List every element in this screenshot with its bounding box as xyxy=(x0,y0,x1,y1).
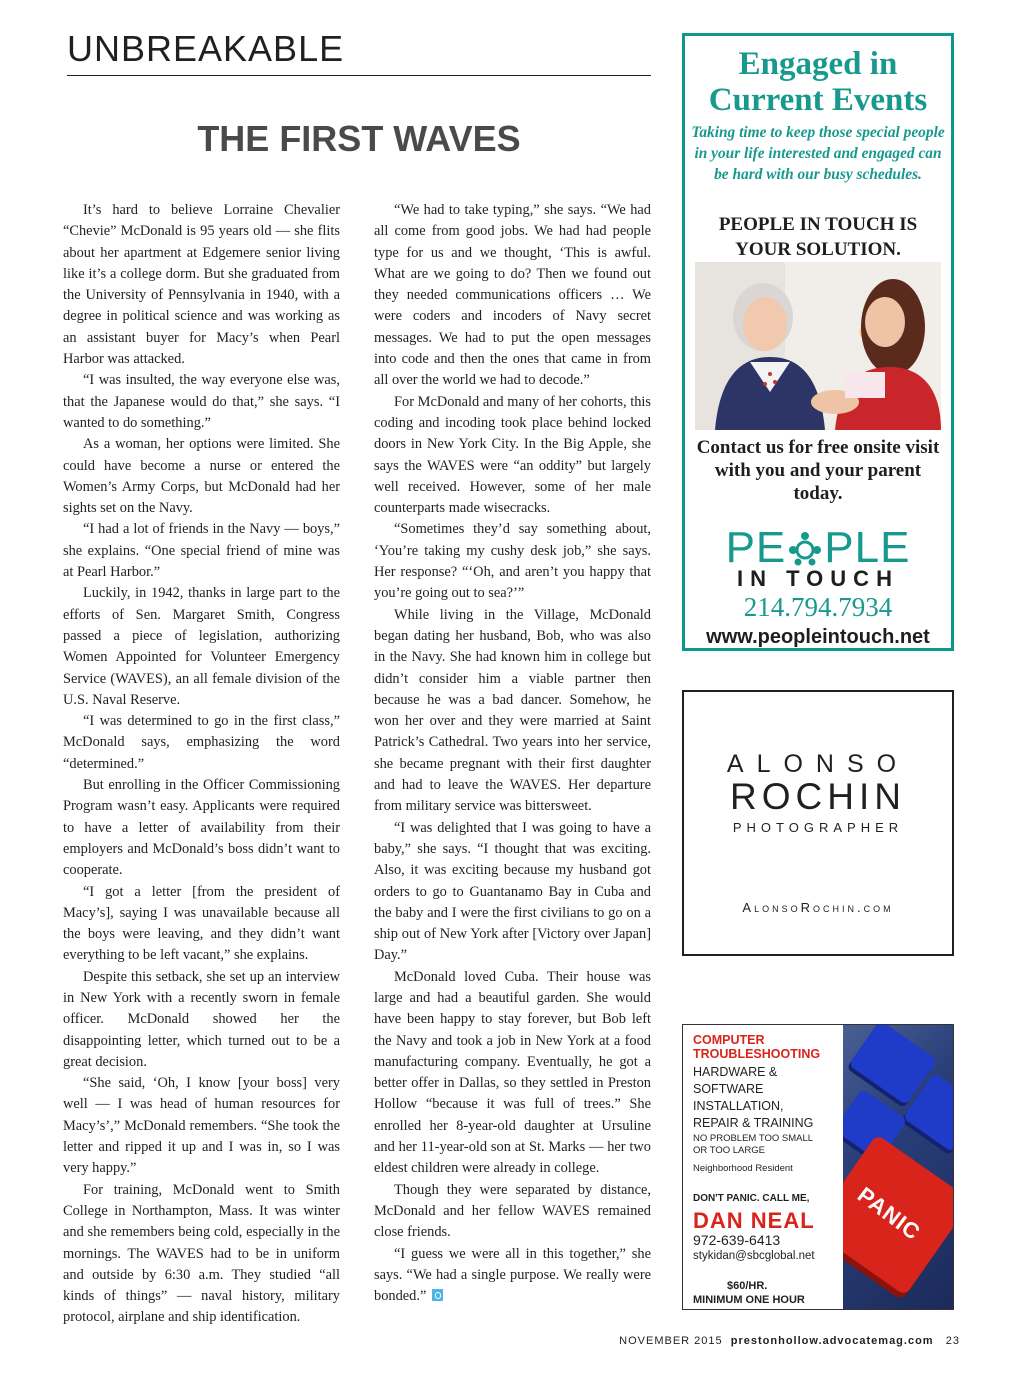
paragraph: As a woman, her options were limited. She could have become a nurse or entered the Women’s Army Corps, but McDonald had her sights set on the Navy. xyxy=(63,436,340,517)
ad-phone: 214.794.7934 xyxy=(743,592,893,622)
ad-tagline: Taking time to keep those special people in your life interested and engaged can be hard with our busy schedules. xyxy=(691,124,945,183)
ad-line: OR TOO LARGE xyxy=(693,1145,765,1156)
paragraph: Though they were separated by distance, McDonald and her fellow WAVES remained close friends. xyxy=(374,1181,651,1241)
ad-line: TROUBLESHOOTING xyxy=(693,1047,821,1061)
paragraph: Luckily, in 1942, thanks in large part to the efforts of Sen. Margaret Smith, Congress passed a piece of legislation, authorizing Women Appointed for Volunteer Emergency Service (WAVES), an all female division of the U.S. Naval Reserve. xyxy=(63,585,340,708)
ad-url: www.peopleintouch.net xyxy=(706,626,930,648)
paragraph: For McDonald and many of her cohorts, this coding and incoding took place behind locked doors in New York City. In the Big Apple, she says the WAVES were “an oddity” but largely well received. However, some of her male counterparts made wisecracks. xyxy=(374,393,651,517)
ad-line: COMPUTER xyxy=(693,1033,765,1047)
ad-computer-troubleshooting xyxy=(682,1024,954,1310)
photographer-site: AlonsoRochin.com xyxy=(742,900,894,915)
ad-solution-line-1: PEOPLE IN TOUCH IS xyxy=(718,214,918,235)
ad-logo-subtitle: IN TOUCH xyxy=(737,566,899,591)
page-number: 23 xyxy=(945,1335,960,1347)
ad-line: SOFTWARE xyxy=(693,1082,764,1096)
ad-people-in-touch xyxy=(682,33,954,651)
ad-line: INSTALLATION, xyxy=(693,1099,784,1113)
panic-key-label: PANIC xyxy=(853,1182,926,1246)
ad-headline-line-1: Engaged in xyxy=(738,46,898,82)
ad-solution xyxy=(685,212,951,262)
ad-photographer xyxy=(682,690,954,956)
paragraph: “Sometimes they’d say something about, ‘You’re taking my cushy desk job,” she says. Her response? “‘Oh, and aren’t you happy that you’re going out to sea?’” xyxy=(374,521,651,602)
ad-phone: 972-639-6413 xyxy=(693,1232,781,1248)
photographer-first-name: ALONSO xyxy=(726,750,910,778)
ad-minimum: MINIMUM ONE HOUR xyxy=(693,1294,805,1306)
paragraph: “We had to take typing,” she says. “We had all come from good jobs. We had had people type for us and we thought, ‘This is awful. What are we going to do? Then we found out they needed communications officers … We were coders and incoders of Navy secret messages. We had to put the open messages into code and then the ones that came in from all over the world we had to decode.” xyxy=(374,202,651,389)
paragraph: But enrolling in the Officer Commissioning Program wasn’t easy. Applicants were required to have a letter of availability from their employers and McDonald’s boss didn’t want to cooperate. xyxy=(63,777,340,879)
ad-rate: $60/HR. xyxy=(727,1280,768,1292)
photographer-role: PHOTOGRAPHER xyxy=(732,820,904,835)
section-header xyxy=(67,28,651,70)
photo-illustration xyxy=(695,262,941,430)
paragraph: “I had a lot of friends in the Navy — boys,” she explains. “One special friend of mine was at Pearl Harbor.” xyxy=(63,521,340,581)
ad-headline-line-2: Current Events xyxy=(708,82,928,118)
section-rule xyxy=(67,75,651,76)
paragraph: McDonald loved Cuba. Their house was large and had a beautiful garden. She would have been happy to stay forever, but Bob left the Navy and took a job in New York at a food manufacturing company. Eventually, he got a better offer in Dallas, so they settled in Preston Hollow “because it was full of trees.” She enrolled her 8-year-old daughter at Ursuline and her 11-year-old son at St. Marks — her two eldest children were already in college. xyxy=(374,968,651,1177)
paragraph-text: “I guess we were all in this together,” she says. “We had a single purpose. We really were bonded.” xyxy=(374,1245,651,1305)
section-title: UNBREAKABLE xyxy=(67,28,345,69)
ad-contact: Contact us for free onsite visit with you and your parent today. xyxy=(696,437,940,504)
ad-name: DAN NEAL xyxy=(693,1208,815,1233)
ad-line: HARDWARE & xyxy=(693,1065,778,1079)
paragraph: “I was determined to go in the first class,” McDonald says, emphasizing the word “determined.” xyxy=(63,713,340,772)
paragraph: It’s hard to believe Lorraine Chevalier “Chevie” McDonald is 95 years old — she flits about her apartment at Edgemere senior living like it’s a college dorm. But she graduated from the University of Pennsylvania in 1940, with a degree in political science and was working as an assistant buyer for Macy’s when Pearl Harbor was attacked. xyxy=(63,202,340,368)
ad-logo-wordmark xyxy=(685,524,951,572)
page-footer xyxy=(560,1335,960,1347)
paragraph: While living in the Village, McDonald began dating her husband, Bob, who was also in the Navy. She had known him in college but didn’t consider him a viable partner then because he was a bad dancer. Somehow, he won her over and they were married at Saint Patrick’s Cathedral. Two years into her service, she became pregnant with their first daughter and had to leave the WAVES. Her departure from military service was bittersweet. xyxy=(374,606,651,815)
ad-solution-line-2: YOUR SOLUTION. xyxy=(735,239,901,260)
article-column-1 xyxy=(63,200,340,1329)
ad-line: Neighborhood Resident xyxy=(693,1163,793,1174)
last-paragraph xyxy=(374,1244,651,1308)
ad-line: NO PROBLEM TOO SMALL xyxy=(693,1133,814,1144)
ad-line: DON'T PANIC. CALL ME, xyxy=(693,1193,810,1204)
paragraph: Despite this setback, she set up an interview in New York with a recently sworn in female officer. McDonald showed her the disappointing letter, which turned out to be a great decision. xyxy=(63,968,340,1070)
paragraph: “I was insulted, the way everyone else was, that the Japanese would do that,” she says. “I wanted to do something.” xyxy=(63,372,340,431)
paragraph: “I was delighted that I was going to have a baby,” she says. “I thought that was exciting. Also, it was exciting because my husband got orders to go to Guantanamo Bay in Cuba and the baby and I were the first civilians to go on a ship out of New York after [Victory over Japan] Day.” xyxy=(374,819,651,964)
footer-site: prestonhollow.advocatemag.com xyxy=(730,1335,934,1347)
paragraph: “She said, ‘Oh, I know [your boss] very well — I was head of human resources for Macy’s’,” McDonald remembers. “She took the letter and ripped it up and I was in, so I was very happy.” xyxy=(63,1075,340,1177)
logo-part-1: PE xyxy=(725,523,787,572)
footer-month: NOVEMBER 2015 xyxy=(619,1335,723,1347)
article-column-2 xyxy=(374,200,651,1307)
paragraph: For training, McDonald went to Smith College in Northampton, Mass. It was winter and she remembers being cold, especially in the mornings. The WAVES had to be in uniform and outside by 6:30 a.m. They studied “all kinds of things” — naval history, military protocol, airplane and ship identification. xyxy=(63,1181,340,1326)
photographer-last-name: ROCHIN xyxy=(730,776,906,817)
ad-headline xyxy=(685,46,951,118)
logo-part-2: PLE xyxy=(824,523,911,572)
people-circle-icon xyxy=(787,530,823,566)
article-headline: THE FIRST WAVES xyxy=(197,118,521,159)
end-mark-icon xyxy=(432,1289,443,1301)
ad-email: stykidan@sbcglobal.net xyxy=(693,1250,815,1262)
ad-line: REPAIR & TRAINING xyxy=(693,1116,814,1130)
paragraph: “I got a letter [from the president of Macy’s], saying I was unavailable because all the boys were leaving, and they didn’t want everything to be left vacant,” she explains. xyxy=(63,883,340,964)
ad-photo xyxy=(695,262,941,430)
